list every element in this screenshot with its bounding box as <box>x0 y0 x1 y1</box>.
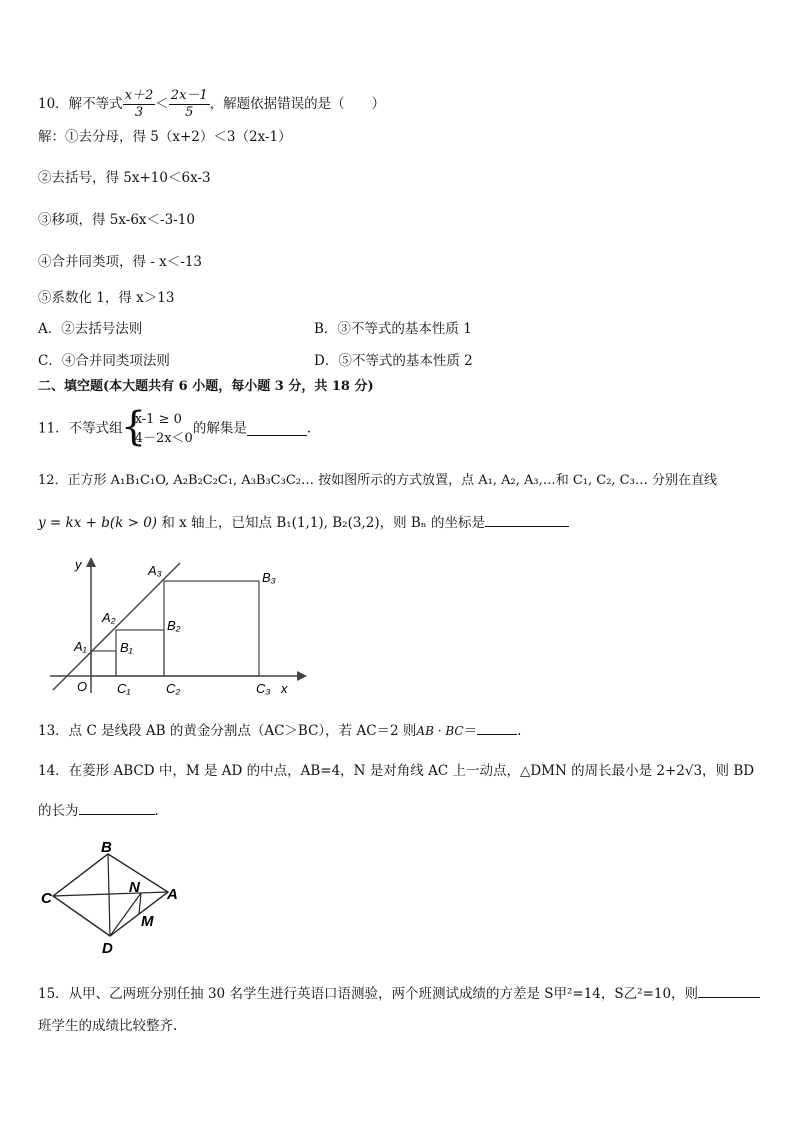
diagonal-ac <box>53 892 168 896</box>
segment-dn <box>110 893 141 936</box>
label-b: B <box>101 839 112 856</box>
q10-suffix: ，解题依据错误的是（ ） <box>209 96 386 112</box>
q10-frac-right-den: 5 <box>185 105 194 120</box>
q10-fraction-right <box>169 88 210 121</box>
label-a1: A₁ <box>74 639 87 654</box>
label-c: C <box>41 890 52 907</box>
q10-step-2: ②去括号，得 5x+10＜6x-3 <box>38 170 211 186</box>
q10-option-c[interactable]: C．④合并同类项法则 <box>38 353 170 369</box>
q10-step-5: ⑤系数化 1，得 x＞13 <box>38 290 175 306</box>
q13-end: . <box>517 723 522 739</box>
q11-row-2: 4－2x＜0 <box>134 431 193 446</box>
q10-stem <box>38 88 385 121</box>
q10-frac-left-num: x＋2 <box>124 88 154 103</box>
q10-option-b[interactable]: B．③不等式的基本性质 1 <box>314 321 472 337</box>
q12-line-1: 12．正方形 A₁B₁C₁O, A₂B₂C₂C₁, A₃B₃C₃C₂… 按如图所示的方式放置，点 A₁, A₂, A₃,…和 C₁, C₂, C₃… 分别在直线 <box>38 473 717 488</box>
q13-stem <box>38 722 521 739</box>
q11-inequality-system <box>120 404 193 450</box>
label-a3: A₃ <box>148 563 162 578</box>
q10-step-3: ③移项，得 5x-6x＜-3-10 <box>38 212 195 228</box>
label-d: D <box>102 940 113 957</box>
label-o: O <box>77 679 88 694</box>
q13-text: 13．点 C 是线段 AB 的黄金分割点（AC＞BC），若 AC＝2 则 <box>38 723 417 739</box>
label-b1: B₁ <box>120 640 133 655</box>
diagonal-bd <box>108 854 110 936</box>
q15-line-2: 班学生的成绩比较整齐. <box>38 1018 178 1034</box>
q13-equals: ＝ <box>463 723 478 739</box>
q13-answer-blank[interactable] <box>477 722 517 735</box>
label-m: M <box>141 913 154 930</box>
q11-suffix: 的解集是 <box>192 420 247 437</box>
brace-icon: { <box>120 404 147 450</box>
label-y: y <box>75 557 82 572</box>
section-heading: 二、填空题(本大题共有 6 小题，每小题 3 分，共 18 分) <box>38 379 374 394</box>
label-c2: C₂ <box>166 681 181 696</box>
y-axis-arrow-icon <box>86 557 96 567</box>
label-c1: C₁ <box>117 681 131 696</box>
square-1 <box>91 651 116 676</box>
q13-expression: AB · BC <box>416 724 464 738</box>
q12-equation: y = kx + b(k > 0) <box>38 515 158 531</box>
q11-prefix: 11．不等式组 <box>38 420 123 437</box>
q14-figure <box>38 836 188 962</box>
q10-option-a[interactable]: A．②去括号法则 <box>38 321 143 337</box>
q10-frac-left-den: 3 <box>134 105 144 120</box>
q14-line-1: 14．在菱形 ABCD 中，M 是 AD 的中点，AB=4，N 是对角线 AC 上一动点，△DMN 的周长最小是 2+2√3，则 BD <box>38 763 755 779</box>
label-b3: B₃ <box>262 570 276 585</box>
q10-prefix: 10．解不等式 <box>38 96 123 112</box>
q10-frac-right-num: 2x－1 <box>170 88 208 103</box>
q14-line-2-text: 的长为 <box>38 803 79 819</box>
label-a: A <box>167 886 178 903</box>
q11-stem <box>38 404 312 450</box>
q11-answer-blank[interactable] <box>247 423 307 436</box>
q15-line-1-text: 15．从甲、乙两班分别任抽 30 名学生进行英语口语测验，两个班测试成绩的方差是 S甲²=14，S乙²=10，则 <box>38 986 699 1002</box>
q10-fraction-left <box>123 88 156 121</box>
q12-line-2 <box>38 514 569 531</box>
label-c3: C₃ <box>256 681 271 696</box>
q10-option-d[interactable]: D．⑤不等式的基本性质 2 <box>314 353 473 369</box>
q10-step-4: ④合并同类项，得 - x＜-13 <box>38 254 202 270</box>
x-axis-arrow-icon <box>297 671 307 681</box>
q11-end: . <box>306 420 312 437</box>
label-a2: A₂ <box>102 610 116 625</box>
q15-line-1 <box>38 985 760 1002</box>
q14-answer-blank[interactable] <box>79 802 155 815</box>
label-b2: B₂ <box>167 618 181 633</box>
q10-lt-sign: ＜ <box>155 96 169 112</box>
q12-line-2-text: 和 x 轴上，已知点 B₁(1,1), B₂(3,2)，则 Bₙ 的坐标是 <box>157 515 485 531</box>
q10-step-1: 解：①去分母，得 5（x+2）＜3（2x-1） <box>38 129 292 145</box>
q15-answer-blank[interactable] <box>698 985 760 998</box>
q14-line-2 <box>38 802 159 819</box>
label-x: x <box>281 681 288 696</box>
q14-end: . <box>154 803 159 819</box>
q12-figure <box>45 555 310 703</box>
q12-answer-blank[interactable] <box>485 514 569 527</box>
q11-row-1: x-1 ≥ 0 <box>134 412 182 427</box>
label-n: N <box>129 879 140 896</box>
